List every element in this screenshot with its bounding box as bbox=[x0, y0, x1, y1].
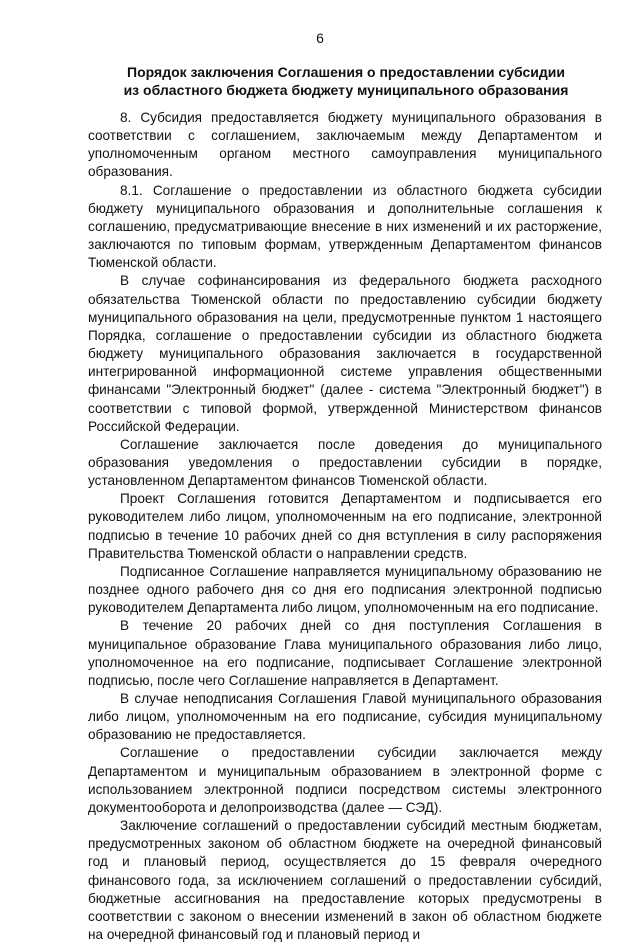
paragraph-cofinancing: В случае софинансирования из федерального бюджета расходного обязательства Тюменской области по предоставлению субсидии бюджету муниципального образования на цели, предусмотренные пунктом 1 настоящего Порядка, соглашение о предоставлении субсидии из областного бюджета бюджету муниципального образования заключается в государственной интегрированной информационной системе управления общественными финансами "Электронный бюджет" (далее - система "Электронный бюджет") в соответствии с типовой формой, утвержденной Министерством финансов Российской Федерации. bbox=[88, 273, 602, 434]
title-line: Порядок заключения Соглашения о предоставлении субсидии bbox=[127, 64, 565, 80]
paragraph-20-days: В течение 20 рабочих дней со дня поступления Соглашения в муниципальное образование Глава муниципального образования либо лицо, уполномоченное на его подписание, подписывает Соглашение электронной подписью, после чего Соглашение направляется в Департамент. bbox=[88, 618, 602, 688]
title-line: из областного бюджета бюджету муниципального образования bbox=[123, 82, 569, 98]
document-title bbox=[88, 63, 604, 99]
paragraph-electronic-form: Соглашение о предоставлении субсидии заключается между Департаментом и муниципальным образованием в электронной форме с использованием электронной подписи посредством системы электронного документооборота и делопроизводства (далее — СЭД). bbox=[88, 745, 602, 815]
document-body bbox=[88, 109, 602, 944]
page-number: 6 bbox=[316, 30, 324, 46]
paragraph-draft-agreement: Проект Соглашения готовится Департаментом и подписывается его руководителем либо лицом, уполномоченным на его подписание, электронной подписью в течение 10 рабочих дней со дня вступления в силу распоряжения Правительства Тюменской области о направлении средств. bbox=[88, 491, 602, 561]
paragraph-8: 8. Субсидия предоставляется бюджету муниципального образования в соответствии с соглашением, заключаемым между Департаментом и уполномоченным органом местного самоуправления муниципального образования. bbox=[88, 110, 602, 180]
paragraph-8-1: 8.1. Соглашение о предоставлении из областного бюджета субсидии бюджету муниципального образования и дополнительные соглашения к соглашению, предусматривающие внесение в них изменений и их расторжение, заключаются по типовым формам, утвержденным Департаментом финансов Тюменской области. bbox=[88, 182, 602, 271]
paragraph-signed-agreement: Подписанное Соглашение направляется муниципальному образованию не позднее одного рабочего дня со дня его подписания электронной подписью руководителем Департамента либо лицом, уполномоченным на его подписание. bbox=[88, 563, 602, 616]
paragraph-conclusion-after-notice: Соглашение заключается после доведения до муниципального образования уведомления о предоставлении субсидии в порядке, установленном Департаментом финансов Тюменской области. bbox=[88, 436, 602, 489]
paragraph-not-signed: В случае неподписания Соглашения Главой муниципального образования либо лицом, уполномоченным на его подписание, субсидия муниципальному образованию не предоставляется. bbox=[88, 691, 602, 743]
paragraph-deadline: Заключение соглашений о предоставлении субсидий местным бюджетам, предусмотренных законом об областном бюджете на очередной финансовый год и плановый период, осуществляется до 15 февраля очередного финансового года, за исключением соглашений о предоставлении субсидий, бюджетные ассигнования на предоставление которых предусмотрены в соответствии с законом о внесении изменений в закон об областном бюджете на очередной финансовый год и плановый период и bbox=[88, 818, 602, 943]
